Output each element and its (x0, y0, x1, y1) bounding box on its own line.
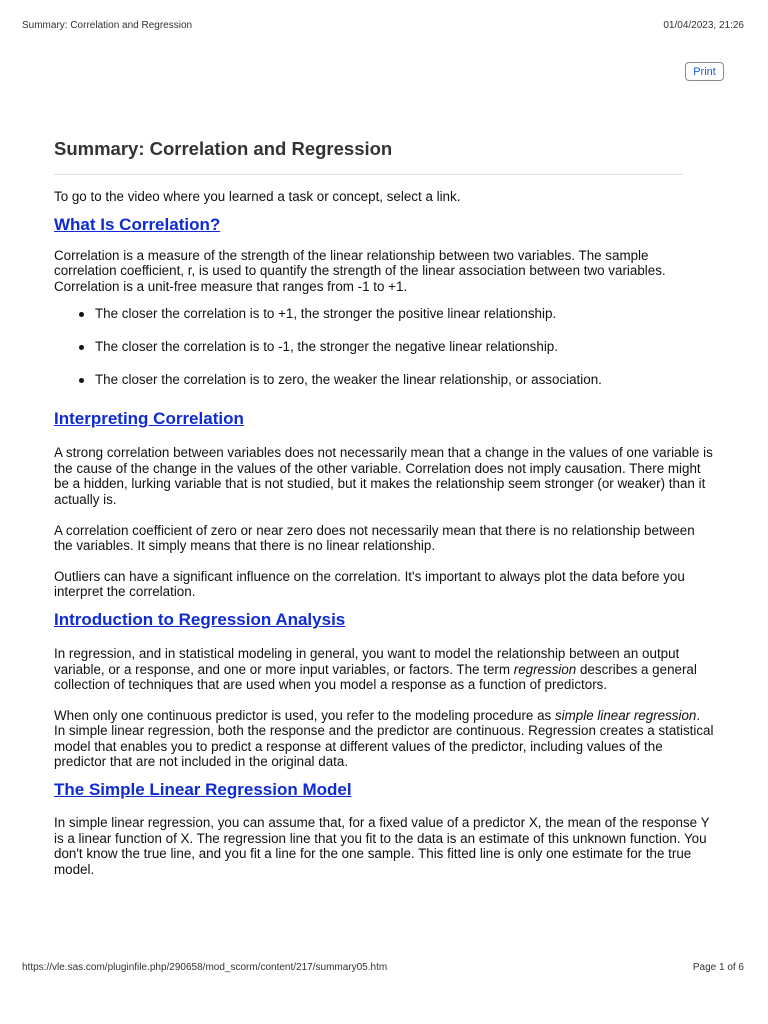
list-item: The closer the correlation is to -1, the stronger the negative linear relationship. (54, 339, 714, 355)
footer-page-number: Page 1 of 6 (692, 962, 744, 973)
header-datetime: 01/04/2023, 21:26 (663, 20, 744, 31)
list-item: The closer the correlation is to +1, the stronger the positive linear relationship. (54, 306, 714, 322)
interpreting-paragraph-1: A strong correlation between variables does not necessarily mean that a change in the values of one variable is the cause of the change in the values of the other variable. Correlation does not imply causation. There might be a hidden, lurking variable that is not studied, but it makes the relationship seem stronger (or weaker) than it actually is. (54, 445, 713, 507)
interpreting-paragraph-3: Outliers can have a significant influence on the correlation. It's important to always plot the data before you interpret the correlation. (54, 568, 685, 600)
link-interpreting-correlation[interactable]: Interpreting Correlation (54, 409, 244, 429)
section-heading-slr-model (54, 780, 714, 800)
section-heading-regression (54, 610, 714, 630)
header-title: Summary: Correlation and Regression (22, 20, 193, 31)
regression-p1-text: In regression, and in statistical modeling in general, you want to model the relationship between an output variable, or a response, and one or more input variables, or factors. The term (54, 645, 680, 677)
section-heading-interpreting (54, 409, 714, 429)
main-content (54, 138, 714, 877)
regression-paragraph-2 (54, 708, 714, 770)
intro-text: To go to the video where you learned a task or concept, select a link. (54, 189, 461, 204)
list-item: The closer the correlation is to zero, the weaker the linear relationship, or association. (54, 372, 714, 388)
link-simple-linear-regression-model[interactable]: The Simple Linear Regression Model (54, 780, 352, 800)
regression-p2-text-end: . In simple linear regression, both the response and the predictor are continuous. Regression creates a statistical model that enables you to predict a response at different values of the predictor, including values of the predictor that are not included in the original data. (54, 707, 714, 770)
link-what-is-correlation[interactable]: What Is Correlation? (54, 214, 221, 234)
correlation-paragraph: Correlation is a measure of the strength of the linear relationship between two variables. The sample correlation coefficient, r, is used to quantify the strength of the linear association between two variables. Correlation is a unit-free measure that ranges from -1 to +1. (54, 247, 666, 294)
correlation-bullet-list (54, 306, 714, 387)
regression-term: regression (513, 661, 577, 677)
page-title: Summary: Correlation and Regression (54, 138, 683, 175)
regression-paragraph-1 (54, 646, 714, 693)
footer-url: https://vle.sas.com/pluginfile.php/290658/mod_scorm/content/217/summary05.htm (22, 962, 388, 973)
link-intro-regression[interactable]: Introduction to Regression Analysis (54, 609, 346, 629)
print-button[interactable]: Print (685, 62, 724, 81)
regression-p1-text-end: describes a general collection of techniques that are used when you model a response as a function of predictors. (54, 661, 697, 693)
print-footer (22, 962, 744, 973)
print-header (22, 20, 744, 31)
interpreting-paragraph-2: A correlation coefficient of zero or near zero does not necessarily mean that there is no relationship between the variables. It simply means that there is no linear relationship. (54, 522, 695, 554)
regression-p2-text: When only one continuous predictor is used, you refer to the modeling procedure as (54, 707, 555, 723)
slr-model-paragraph: In simple linear regression, you can assume that, for a fixed value of a predictor X, the mean of the response Y is a linear function of X. The regression line that you fit to the data is an estimate of this unknown function. You don't know the true line, and you fit a line for the one sample. This fitted line is only one estimate for the true model. (54, 815, 710, 877)
section-heading-correlation (54, 215, 714, 235)
simple-linear-regression-term: simple linear regression (554, 707, 697, 723)
